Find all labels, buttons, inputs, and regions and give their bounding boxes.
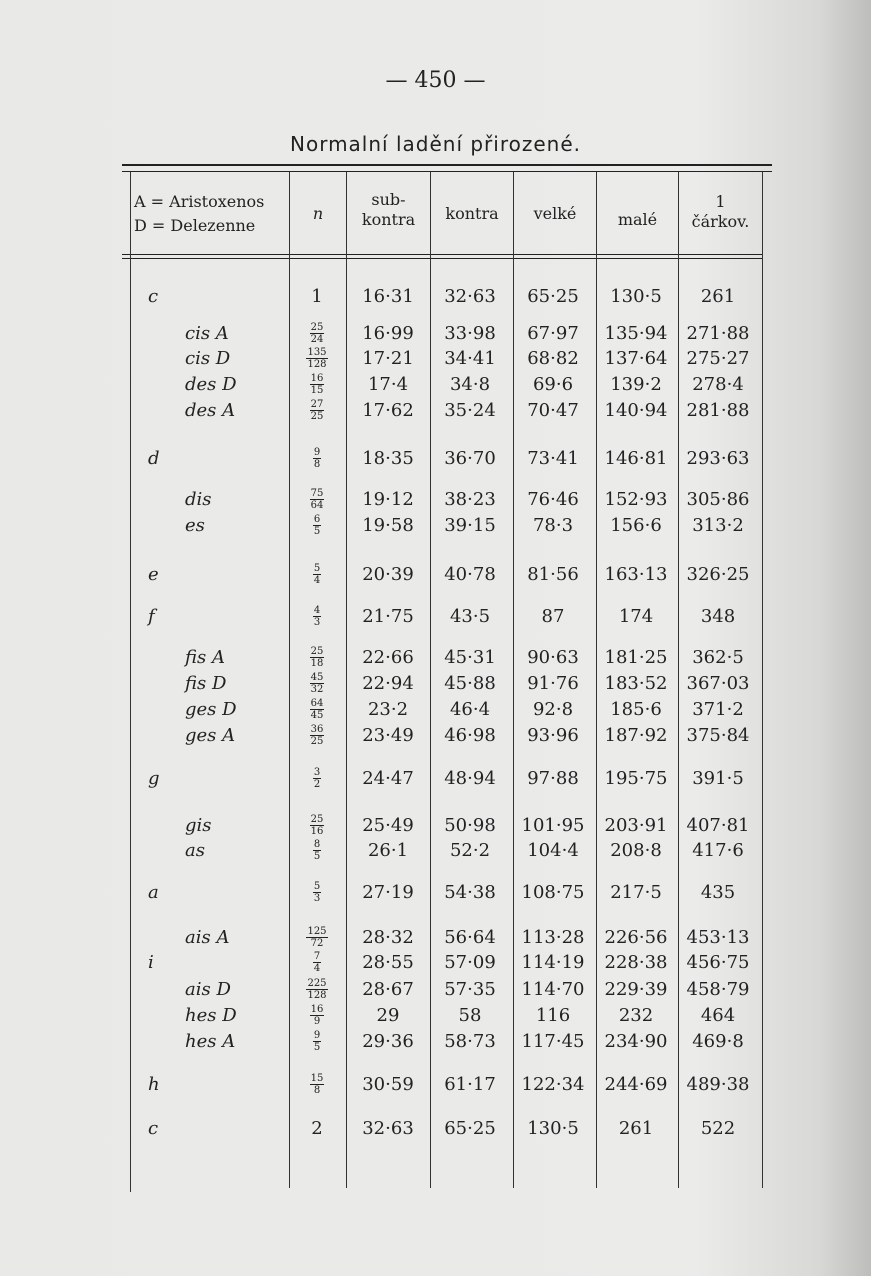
row-note: c	[148, 286, 159, 307]
row-frequency: 181·25	[604, 647, 668, 668]
row-frequency: 27·19	[362, 882, 414, 903]
row-note: cis D	[185, 348, 231, 369]
row-ratio: $\frac{225}{128}$	[307, 978, 327, 1001]
row-frequency: 17·62	[362, 400, 414, 421]
legend-delezenne: D = Delezenne	[134, 216, 256, 235]
header-bottom-rule	[122, 254, 762, 255]
row-frequency: 101·95	[521, 815, 585, 836]
row-ratio: $\frac{5}{3}$	[313, 881, 321, 904]
row-frequency: 229·39	[604, 979, 668, 1000]
row-note: hes D	[185, 1005, 237, 1026]
row-frequency: 203·91	[604, 815, 668, 836]
row-frequency: 39·15	[444, 515, 496, 536]
row-frequency: 48·94	[444, 768, 496, 789]
row-frequency: 45·31	[444, 647, 496, 668]
row-frequency: 45·88	[444, 673, 496, 694]
row-frequency: 69·6	[532, 374, 574, 395]
row-frequency: 16·31	[362, 286, 414, 307]
row-frequency: 36·70	[444, 448, 496, 469]
row-frequency: 23·49	[362, 725, 414, 746]
row-frequency: 29·36	[362, 1031, 414, 1052]
row-frequency: 271·88	[686, 323, 750, 344]
row-frequency: 226·56	[604, 927, 668, 948]
row-frequency: 28·67	[362, 979, 414, 1000]
row-ratio: $\frac{25}{24}$	[310, 322, 324, 345]
row-frequency: 20·39	[362, 564, 414, 585]
row-ratio: $\frac{9}{5}$	[313, 1030, 321, 1053]
row-frequency: 87	[541, 606, 565, 627]
row-frequency: 33·98	[444, 323, 496, 344]
row-frequency: 135·94	[604, 323, 668, 344]
header-velke: velké	[533, 204, 577, 223]
row-frequency: 35·24	[444, 400, 496, 421]
row-frequency: 78·3	[532, 515, 574, 536]
row-frequency: 50·98	[444, 815, 496, 836]
row-frequency: 522	[700, 1118, 736, 1139]
row-note: g	[148, 768, 160, 789]
row-frequency: 375·84	[686, 725, 750, 746]
header-male: malé	[617, 210, 658, 229]
row-note: ais A	[185, 927, 230, 948]
column-divider	[130, 172, 131, 1192]
header-carkov: 1 čárkov.	[691, 192, 750, 231]
row-note: as	[185, 840, 205, 861]
row-frequency: 391·5	[692, 768, 744, 789]
row-frequency: 43·5	[449, 606, 491, 627]
row-frequency: 187·92	[604, 725, 668, 746]
header-kontra: kontra	[445, 204, 499, 223]
row-ratio: $\frac{5}{4}$	[313, 563, 321, 586]
row-frequency: 21·75	[362, 606, 414, 627]
row-frequency: 22·94	[362, 673, 414, 694]
row-frequency: 16·99	[362, 323, 414, 344]
row-frequency: 46·98	[444, 725, 496, 746]
row-ratio: $\frac{9}{8}$	[313, 447, 321, 470]
row-frequency: 489·38	[686, 1074, 750, 1095]
row-ratio: $\frac{25}{18}$	[310, 646, 324, 669]
row-ratio: $\frac{3}{2}$	[313, 767, 321, 790]
row-frequency: 140·94	[604, 400, 668, 421]
row-frequency: 104·4	[527, 840, 579, 861]
page-title: Normalní ladění přirozené.	[290, 132, 581, 156]
row-note: fis A	[185, 647, 225, 668]
row-frequency: 54·38	[444, 882, 496, 903]
row-frequency: 152·93	[604, 489, 668, 510]
row-frequency: 32·63	[362, 1118, 414, 1139]
row-frequency: 348	[700, 606, 736, 627]
row-frequency: 174	[618, 606, 654, 627]
row-frequency: 61·17	[444, 1074, 496, 1095]
row-frequency: 435	[700, 882, 736, 903]
row-frequency: 57·35	[444, 979, 496, 1000]
row-ratio: 2	[311, 1118, 323, 1139]
row-frequency: 183·52	[604, 673, 668, 694]
row-frequency: 73·41	[527, 448, 579, 469]
row-frequency: 417·6	[692, 840, 744, 861]
row-note: h	[148, 1074, 160, 1095]
row-frequency: 22·66	[362, 647, 414, 668]
row-note: e	[148, 564, 159, 585]
row-frequency: 23·2	[367, 699, 409, 720]
row-frequency: 232	[618, 1005, 654, 1026]
header-n: n	[312, 204, 324, 223]
row-frequency: 367·03	[686, 673, 750, 694]
row-frequency: 28·55	[362, 952, 414, 973]
top-rule-thin	[122, 171, 772, 172]
row-note: gis	[185, 815, 212, 836]
row-frequency: 17·21	[362, 348, 414, 369]
column-divider	[346, 172, 347, 1188]
row-frequency: 458·79	[686, 979, 750, 1000]
row-frequency: 244·69	[604, 1074, 668, 1095]
row-frequency: 464	[700, 1005, 736, 1026]
row-frequency: 313·2	[692, 515, 744, 536]
row-frequency: 28·32	[362, 927, 414, 948]
row-frequency: 185·6	[610, 699, 662, 720]
row-note: dis	[185, 489, 212, 510]
row-note: ges A	[185, 725, 236, 746]
row-ratio: $\frac{45}{32}$	[310, 672, 324, 695]
legend-aristoxenos: A = Aristoxenos	[134, 192, 265, 211]
row-frequency: 67·97	[527, 323, 579, 344]
row-frequency: 91·76	[527, 673, 579, 694]
row-ratio: $\frac{27}{25}$	[310, 399, 324, 422]
row-note: d	[148, 448, 160, 469]
row-frequency: 19·12	[362, 489, 414, 510]
row-frequency: 58	[458, 1005, 482, 1026]
row-frequency: 163·13	[604, 564, 668, 585]
row-frequency: 17·4	[367, 374, 409, 395]
top-rule	[122, 164, 772, 166]
row-frequency: 81·56	[527, 564, 579, 585]
row-frequency: 19·58	[362, 515, 414, 536]
row-ratio: $\frac{16}{9}$	[310, 1004, 324, 1027]
row-frequency: 122·34	[521, 1074, 585, 1095]
row-frequency: 146·81	[604, 448, 668, 469]
row-note: hes A	[185, 1031, 236, 1052]
row-frequency: 195·75	[604, 768, 668, 789]
row-note: des A	[185, 400, 236, 421]
row-frequency: 139·2	[610, 374, 662, 395]
row-frequency: 453·13	[686, 927, 750, 948]
row-frequency: 65·25	[527, 286, 579, 307]
column-divider	[289, 172, 290, 1188]
column-divider	[762, 172, 763, 1188]
row-frequency: 117·45	[521, 1031, 585, 1052]
row-frequency: 407·81	[686, 815, 750, 836]
row-note: c	[148, 1118, 159, 1139]
row-frequency: 114·19	[521, 952, 585, 973]
row-ratio: $\frac{16}{15}$	[310, 373, 324, 396]
row-frequency: 18·35	[362, 448, 414, 469]
row-ratio: $\frac{64}{45}$	[310, 698, 324, 721]
row-frequency: 57·09	[444, 952, 496, 973]
row-ratio: $\frac{125}{72}$	[307, 926, 327, 949]
row-ratio: $\frac{4}{3}$	[313, 605, 321, 628]
row-frequency: 293·63	[686, 448, 750, 469]
row-frequency: 38·23	[444, 489, 496, 510]
row-note: des D	[185, 374, 237, 395]
row-frequency: 156·6	[610, 515, 662, 536]
row-note: fis D	[185, 673, 227, 694]
row-frequency: 108·75	[521, 882, 585, 903]
row-frequency: 113·28	[521, 927, 585, 948]
row-ratio: $\frac{15}{8}$	[310, 1073, 324, 1096]
row-note: f	[148, 606, 155, 627]
row-note: es	[185, 515, 205, 536]
row-note: ais D	[185, 979, 231, 1000]
row-frequency: 76·46	[527, 489, 579, 510]
row-frequency: 275·27	[686, 348, 750, 369]
row-frequency: 70·47	[527, 400, 579, 421]
row-ratio: $\frac{135}{128}$	[307, 347, 327, 370]
row-frequency: 137·64	[604, 348, 668, 369]
row-ratio: 1	[311, 286, 323, 307]
row-frequency: 97·88	[527, 768, 579, 789]
row-frequency: 261	[618, 1118, 654, 1139]
row-note: ges D	[185, 699, 237, 720]
row-frequency: 92·8	[532, 699, 574, 720]
row-frequency: 281·88	[686, 400, 750, 421]
row-frequency: 34·8	[449, 374, 491, 395]
header-bottom-rule-thin	[122, 258, 762, 259]
row-ratio: $\frac{25}{16}$	[310, 814, 324, 837]
row-ratio: $\frac{6}{5}$	[313, 514, 321, 537]
row-frequency: 30·59	[362, 1074, 414, 1095]
row-ratio: $\frac{8}{5}$	[313, 839, 321, 862]
row-frequency: 56·64	[444, 927, 496, 948]
row-note: a	[148, 882, 159, 903]
row-frequency: 362·5	[692, 647, 744, 668]
row-frequency: 40·78	[444, 564, 496, 585]
row-ratio: $\frac{7}{4}$	[313, 951, 321, 974]
row-frequency: 46·4	[449, 699, 491, 720]
row-frequency: 114·70	[521, 979, 585, 1000]
header-subkontra: sub- kontra	[361, 190, 416, 229]
row-frequency: 58·73	[444, 1031, 496, 1052]
row-frequency: 26·1	[367, 840, 409, 861]
row-frequency: 469·8	[692, 1031, 744, 1052]
row-frequency: 456·75	[686, 952, 750, 973]
row-ratio: $\frac{75}{64}$	[310, 488, 324, 511]
row-frequency: 261	[700, 286, 736, 307]
row-frequency: 234·90	[604, 1031, 668, 1052]
row-frequency: 52·2	[449, 840, 491, 861]
row-frequency: 305·86	[686, 489, 750, 510]
row-frequency: 68·82	[527, 348, 579, 369]
row-frequency: 326·25	[686, 564, 750, 585]
row-frequency: 25·49	[362, 815, 414, 836]
row-frequency: 130·5	[610, 286, 662, 307]
page-number: — 450 —	[385, 68, 486, 93]
row-frequency: 32·63	[444, 286, 496, 307]
row-frequency: 228·38	[604, 952, 668, 973]
row-frequency: 130·5	[527, 1118, 579, 1139]
row-note: i	[148, 952, 154, 973]
row-frequency: 208·8	[610, 840, 662, 861]
row-frequency: 65·25	[444, 1118, 496, 1139]
row-ratio: $\frac{36}{25}$	[310, 724, 324, 747]
row-frequency: 371·2	[692, 699, 744, 720]
row-frequency: 217·5	[610, 882, 662, 903]
row-frequency: 24·47	[362, 768, 414, 789]
row-frequency: 29	[376, 1005, 400, 1026]
row-note: cis A	[185, 323, 229, 344]
row-frequency: 90·63	[527, 647, 579, 668]
row-frequency: 116	[535, 1005, 571, 1026]
row-frequency: 93·96	[527, 725, 579, 746]
row-frequency: 34·41	[444, 348, 496, 369]
row-frequency: 278·4	[692, 374, 744, 395]
